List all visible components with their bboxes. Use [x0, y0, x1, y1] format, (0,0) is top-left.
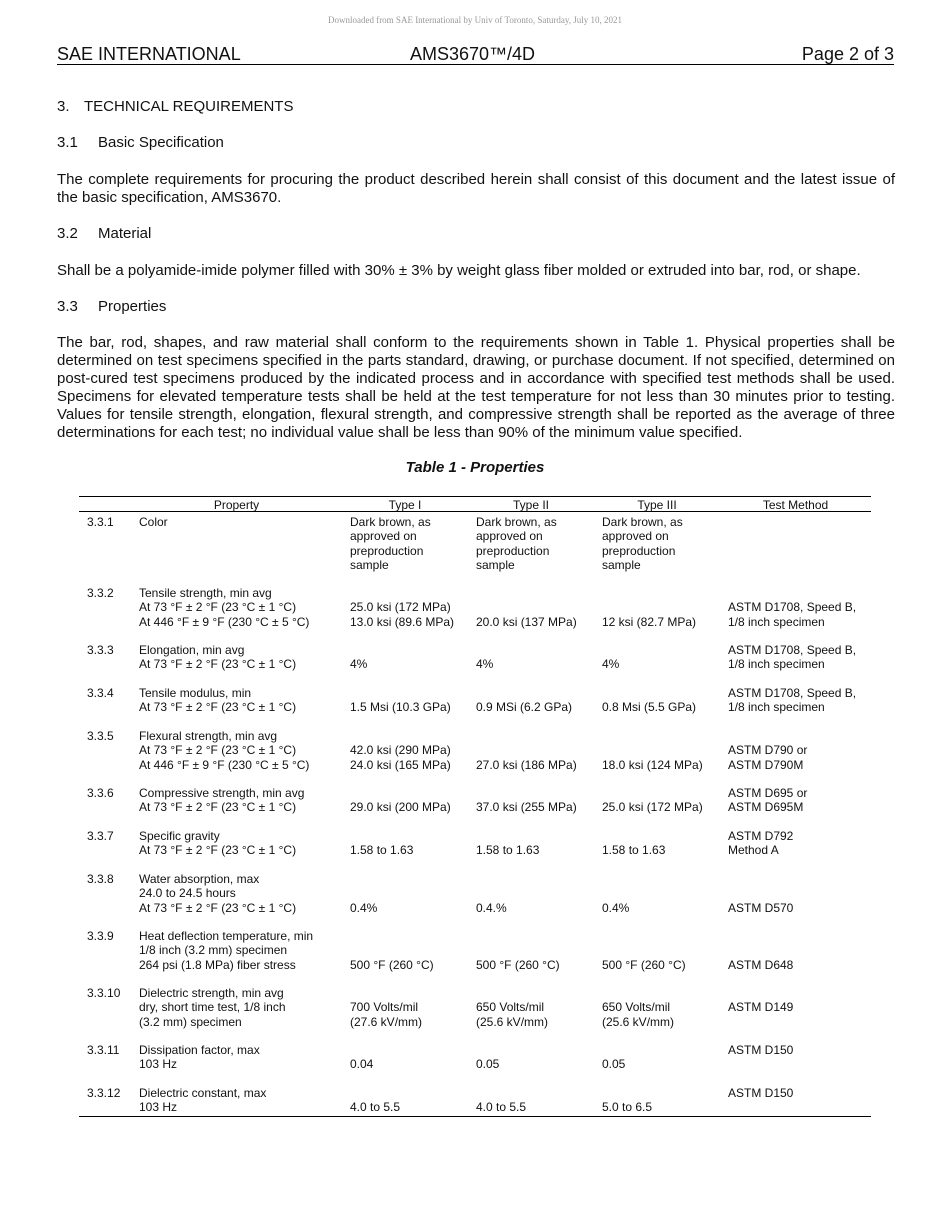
cell-line: [602, 600, 696, 614]
cell-line: [602, 643, 619, 657]
cell-line: [602, 786, 703, 800]
type-3-cell: [602, 829, 665, 858]
cell-line: [476, 1086, 526, 1100]
table-row: [79, 643, 871, 686]
cell-line: 18.0 ksi (124 MPa): [602, 757, 703, 772]
header-type-3: Type III: [637, 498, 677, 512]
property-cell: [139, 872, 296, 915]
type-2-cell: [476, 829, 539, 858]
cell-line: 13.0 ksi (89.6 MPa): [350, 614, 455, 629]
cell-line: 27.0 ksi (186 MPa): [476, 757, 577, 772]
cell-line: ASTM D695 or: [728, 786, 808, 800]
row-number: 3.3.4: [87, 686, 114, 700]
cell-line: 42.0 ksi (290 MPa): [350, 743, 451, 758]
type-2-cell: [476, 1043, 499, 1072]
cell-line: 103 Hz: [139, 1100, 178, 1115]
test-method-cell: [728, 1086, 793, 1100]
property-cell: [139, 586, 309, 629]
type-2-cell: [476, 986, 548, 1029]
cell-line: [476, 829, 539, 843]
cell-line: [476, 786, 577, 800]
property-cell: [139, 515, 168, 529]
cell-line: ASTM D790M: [728, 757, 804, 772]
cell-line: 650 Volts/mil: [602, 1000, 671, 1015]
row-number: 3.3.5: [87, 729, 114, 743]
cell-line: At 73 °F ± 2 °F (23 °C ± 1 °C): [139, 800, 297, 815]
table-row: [79, 586, 871, 643]
cell-line: Flexural strength, min avg: [139, 729, 278, 743]
cell-line: [728, 886, 793, 900]
cell-line: Dissipation factor, max: [139, 1043, 260, 1057]
type-3-cell: [602, 1086, 652, 1115]
cell-line: 1/8 inch specimen: [728, 700, 825, 715]
type-2-cell: [476, 929, 560, 972]
header-page-number: Page 2 of 3: [801, 44, 894, 64]
cell-line: At 73 °F ± 2 °F (23 °C ± 1 °C): [139, 600, 297, 615]
cell-line: Dielectric strength, min avg: [139, 986, 284, 1000]
row-number: 3.3.2: [87, 586, 114, 600]
section-number: 3.3: [57, 298, 78, 315]
cell-line: [350, 786, 451, 800]
header-type-2: Type II: [512, 498, 550, 512]
cell-line: ASTM D1708, Speed B,: [728, 600, 857, 615]
cell-line: 25.0 ksi (172 MPa): [602, 800, 703, 815]
header-doc-number: AMS3670™/4D: [410, 44, 536, 64]
table-body: [79, 515, 871, 1116]
cell-line: Dark brown, as: [350, 515, 431, 529]
type-2-cell: [476, 1086, 526, 1115]
cell-line: approved on: [350, 529, 417, 544]
section-3-3-text: The bar, rod, shapes, and raw material shall conform to the requirements shown in Table 1. Physical properties shall be determined on test specimens specified in the parts standard, drawing, or purchase document. If not specified, determined on post-cured test specimens produced by the indicated process and in accordance with specified test methods shall be used. Specimens for elevated temperature tests shall be held at the test temperature for not less than 30 minutes prior to testing. Values for tensile strength, elongation, flexural strength, and compressive strength shall be reported as the average of three determinations for each test; no individual value shall be less than 90% of the minimum value specified.: [57, 334, 895, 441]
cell-line: [476, 886, 507, 900]
cell-line: 4.0 to 5.5: [350, 1100, 401, 1115]
type-1-cell: [350, 829, 413, 858]
cell-line: [350, 586, 454, 600]
header-test-method: Test Method: [762, 498, 829, 512]
cell-line: 500 °F (260 °C): [602, 957, 686, 972]
cell-line: ASTM D150: [728, 1086, 794, 1100]
row-number: 3.3.1: [87, 515, 114, 529]
table-row: [79, 1086, 871, 1116]
table-caption: Table 1 - Properties: [405, 459, 545, 476]
cell-line: [476, 729, 577, 743]
cell-line: Dark brown, as: [476, 515, 557, 529]
cell-line: [602, 872, 629, 886]
section-title: Properties: [98, 298, 167, 315]
header-type-1: Type I: [388, 498, 422, 512]
cell-line: [602, 986, 674, 1000]
cell-line: [476, 643, 493, 657]
type-3-cell: [602, 686, 696, 715]
cell-line: 0.05: [602, 1057, 626, 1072]
cell-line: [602, 829, 665, 843]
type-1-cell: [350, 986, 422, 1029]
cell-line: [350, 829, 413, 843]
cell-line: ASTM D790 or: [728, 743, 808, 758]
cell-line: 500 °F (260 °C): [476, 957, 560, 972]
table-row: [79, 729, 871, 786]
row-number: 3.3.3: [87, 643, 114, 657]
cell-line: 4.0 to 5.5: [476, 1100, 527, 1115]
cell-line: ASTM D1708, Speed B,: [728, 686, 857, 700]
section-number: 3.1: [57, 134, 78, 151]
cell-line: At 73 °F ± 2 °F (23 °C ± 1 °C): [139, 843, 297, 858]
cell-line: 29.0 ksi (200 MPa): [350, 800, 451, 815]
row-number: 3.3.8: [87, 872, 114, 886]
cell-line: 264 psi (1.8 MPa) fiber stress: [139, 957, 296, 972]
cell-line: Compressive strength, min avg: [139, 786, 305, 800]
row-number: 3.3.7: [87, 829, 114, 843]
cell-line: [476, 943, 560, 957]
type-3-cell: [602, 986, 674, 1029]
cell-line: [350, 943, 434, 957]
cell-line: 0.9 MSi (6.2 GPa): [476, 700, 573, 715]
cell-line: ASTM D1708, Speed B,: [728, 643, 857, 657]
cell-line: 1/8 inch (3.2 mm) specimen: [139, 943, 288, 958]
cell-line: 0.05: [476, 1057, 500, 1072]
cell-line: ASTM D792: [728, 829, 794, 843]
test-method-cell: [728, 829, 793, 858]
type-1-cell: [350, 643, 367, 672]
type-1-cell: [350, 872, 377, 915]
type-3-cell: [602, 729, 703, 772]
cell-line: [350, 729, 451, 743]
cell-line: sample: [602, 557, 641, 572]
test-method-cell: [728, 786, 807, 815]
cell-line: [476, 929, 560, 943]
header-publisher: SAE INTERNATIONAL: [57, 44, 241, 64]
cell-line: At 73 °F ± 2 °F (23 °C ± 1 °C): [139, 743, 297, 758]
cell-line: Heat deflection temperature, min: [139, 929, 314, 943]
type-2-cell: [476, 686, 572, 715]
cell-line: [350, 986, 422, 1000]
cell-line: 500 °F (260 °C): [350, 957, 434, 972]
cell-line: preproduction: [350, 543, 424, 558]
table-row: [79, 929, 871, 986]
type-1-cell: [350, 1043, 373, 1072]
row-number: 3.3.10: [87, 986, 121, 1000]
type-1-cell: [350, 1086, 400, 1115]
cell-line: 1.5 Msi (10.3 GPa): [350, 700, 451, 715]
cell-line: Tensile strength, min avg: [139, 586, 272, 600]
type-2-cell: [476, 586, 577, 629]
cell-line: [602, 586, 696, 600]
type-1-cell: [350, 929, 434, 972]
cell-line: ASTM D150: [728, 1043, 794, 1057]
row-number: 3.3.9: [87, 929, 114, 943]
cell-line: [602, 886, 629, 900]
cell-line: 4%: [476, 657, 494, 672]
cell-line: [728, 586, 856, 600]
type-3-cell: [602, 515, 683, 572]
table-row: [79, 515, 871, 586]
test-method-cell: [728, 929, 793, 972]
cell-line: [728, 986, 793, 1000]
section-number: 3.: [57, 98, 70, 115]
cell-line: 0.4%: [350, 900, 378, 915]
test-method-cell: [728, 986, 793, 1015]
cell-line: [350, 886, 377, 900]
test-method-cell: [728, 1043, 793, 1057]
cell-line: ASTM D149: [728, 1000, 794, 1015]
page-header: [57, 43, 894, 65]
property-cell: [139, 1043, 260, 1072]
cell-line: 1/8 inch specimen: [728, 614, 825, 629]
property-cell: [139, 729, 309, 772]
test-method-cell: [728, 586, 856, 629]
cell-line: [476, 743, 577, 757]
cell-line: ASTM D695M: [728, 800, 804, 815]
cell-line: Water absorption, max: [139, 872, 260, 886]
cell-line: 0.4.%: [476, 900, 507, 915]
cell-line: [602, 929, 686, 943]
cell-line: [728, 943, 793, 957]
cell-line: [350, 643, 367, 657]
cell-line: [350, 686, 451, 700]
type-3-cell: [602, 872, 629, 915]
cell-line: sample: [350, 557, 389, 572]
cell-line: [476, 872, 507, 886]
type-1-cell: [350, 515, 431, 572]
test-method-cell: [728, 872, 793, 915]
cell-line: [350, 1043, 373, 1057]
table-row: [79, 986, 871, 1043]
property-cell: [139, 1086, 266, 1115]
cell-line: 12 ksi (82.7 MPa): [602, 614, 697, 629]
section-title: Basic Specification: [98, 134, 224, 151]
cell-line: 37.0 ksi (255 MPa): [476, 800, 577, 815]
type-2-cell: [476, 786, 577, 815]
cell-line: At 73 °F ± 2 °F (23 °C ± 1 °C): [139, 657, 297, 672]
test-method-cell: [728, 643, 856, 672]
test-method-cell: [728, 729, 807, 772]
property-cell: [139, 986, 286, 1029]
cell-line: (27.6 kV/mm): [350, 1014, 423, 1029]
header-property: Property: [213, 498, 260, 512]
type-3-cell: [602, 586, 696, 629]
section-number: 3.2: [57, 225, 78, 242]
cell-line: [476, 986, 548, 1000]
cell-line: [728, 929, 793, 943]
table-row: [79, 829, 871, 872]
type-3-cell: [602, 1043, 625, 1072]
type-3-cell: [602, 929, 686, 972]
test-method-cell: [728, 686, 856, 715]
property-cell: [139, 786, 304, 815]
cell-line: preproduction: [602, 543, 676, 558]
cell-line: ASTM D648: [728, 957, 794, 972]
cell-line: ASTM D570: [728, 900, 794, 915]
cell-line: [602, 729, 703, 743]
properties-table: [79, 496, 871, 1117]
cell-line: Color: [139, 515, 168, 529]
cell-line: sample: [476, 557, 515, 572]
type-1-cell: [350, 786, 451, 815]
cell-line: At 73 °F ± 2 °F (23 °C ± 1 °C): [139, 900, 297, 915]
section-3-2-heading: [57, 225, 895, 243]
cell-line: (25.6 kV/mm): [476, 1014, 549, 1029]
cell-line: preproduction: [476, 543, 550, 558]
section-title: TECHNICAL REQUIREMENTS: [84, 98, 294, 115]
cell-line: [350, 929, 434, 943]
cell-line: [728, 872, 793, 886]
row-number: 3.3.11: [87, 1043, 120, 1057]
cell-line: 1.58 to 1.63: [350, 843, 414, 858]
cell-line: approved on: [476, 529, 543, 544]
cell-line: 700 Volts/mil: [350, 1000, 419, 1015]
cell-line: At 446 °F ± 9 °F (230 °C ± 5 °C): [139, 614, 310, 629]
cell-line: 1.58 to 1.63: [476, 843, 540, 858]
section-3-1-text: The complete requirements for procuring the product described herein shall consist of this document and the latest issue of the basic specification, AMS3670.: [57, 171, 895, 206]
type-2-cell: [476, 643, 493, 672]
cell-line: [602, 1086, 652, 1100]
cell-line: [476, 600, 577, 614]
cell-line: [476, 1043, 499, 1057]
cell-line: Method A: [728, 843, 779, 858]
section-3-3-heading: [57, 298, 895, 316]
cell-line: (25.6 kV/mm): [602, 1014, 675, 1029]
table-row: [79, 686, 871, 729]
cell-line: 0.04: [350, 1057, 374, 1072]
cell-line: Specific gravity: [139, 829, 220, 843]
row-number: 3.3.12: [87, 1086, 121, 1100]
cell-line: Dark brown, as: [602, 515, 683, 529]
property-cell: [139, 929, 313, 972]
type-3-cell: [602, 786, 703, 815]
property-cell: [139, 829, 296, 858]
cell-line: [350, 872, 377, 886]
cell-line: [602, 686, 696, 700]
cell-line: 1.58 to 1.63: [602, 843, 666, 858]
cell-line: 25.0 ksi (172 MPa): [350, 600, 451, 615]
table-row: [79, 786, 871, 829]
cell-line: 5.0 to 6.5: [602, 1100, 653, 1115]
cell-line: 103 Hz: [139, 1057, 178, 1072]
cell-line: 0.8 Msi (5.5 GPa): [602, 700, 697, 715]
section-3-2-text: Shall be a polyamide-imide polymer filled with 30% ± 3% by weight glass fiber molded or extruded into bar, rod, or shape.: [57, 262, 861, 279]
table-row: [79, 872, 871, 929]
cell-line: approved on: [602, 529, 669, 544]
cell-line: 24.0 to 24.5 hours: [139, 886, 236, 901]
cell-line: [476, 586, 577, 600]
type-2-cell: [476, 515, 557, 572]
cell-line: [602, 743, 703, 757]
type-3-cell: [602, 643, 619, 672]
cell-line: 0.4%: [602, 900, 630, 915]
table-header-row: [79, 497, 871, 512]
cell-line: Tensile modulus, min: [139, 686, 252, 700]
cell-line: [476, 686, 572, 700]
row-number: 3.3.6: [87, 786, 114, 800]
type-1-cell: [350, 686, 451, 715]
cell-line: 20.0 ksi (137 MPa): [476, 614, 577, 629]
cell-line: 24.0 ksi (165 MPa): [350, 757, 451, 772]
type-1-cell: [350, 586, 454, 629]
property-cell: [139, 643, 296, 672]
cell-line: [602, 1043, 625, 1057]
type-1-cell: [350, 729, 451, 772]
section-3-heading: [57, 98, 895, 116]
download-watermark: Downloaded from SAE International by Univ of Toronto, Saturday, July 10, 2021: [327, 15, 623, 25]
cell-line: [350, 1086, 400, 1100]
cell-line: (3.2 mm) specimen: [139, 1014, 242, 1029]
cell-line: [728, 729, 807, 743]
property-cell: [139, 686, 296, 715]
section-3-1-heading: [57, 134, 895, 152]
table-row: [79, 1043, 871, 1086]
cell-line: 4%: [602, 657, 620, 672]
cell-line: 650 Volts/mil: [476, 1000, 545, 1015]
cell-line: 4%: [350, 657, 368, 672]
cell-line: At 73 °F ± 2 °F (23 °C ± 1 °C): [139, 700, 297, 715]
cell-line: Dielectric constant, max: [139, 1086, 267, 1100]
section-title: Material: [98, 225, 152, 242]
cell-line: At 446 °F ± 9 °F (230 °C ± 5 °C): [139, 757, 310, 772]
cell-line: dry, short time test, 1/8 inch: [139, 1000, 286, 1015]
type-2-cell: [476, 729, 577, 772]
type-2-cell: [476, 872, 507, 915]
cell-line: [602, 943, 686, 957]
cell-line: Elongation, min avg: [139, 643, 245, 657]
cell-line: 1/8 inch specimen: [728, 657, 825, 672]
